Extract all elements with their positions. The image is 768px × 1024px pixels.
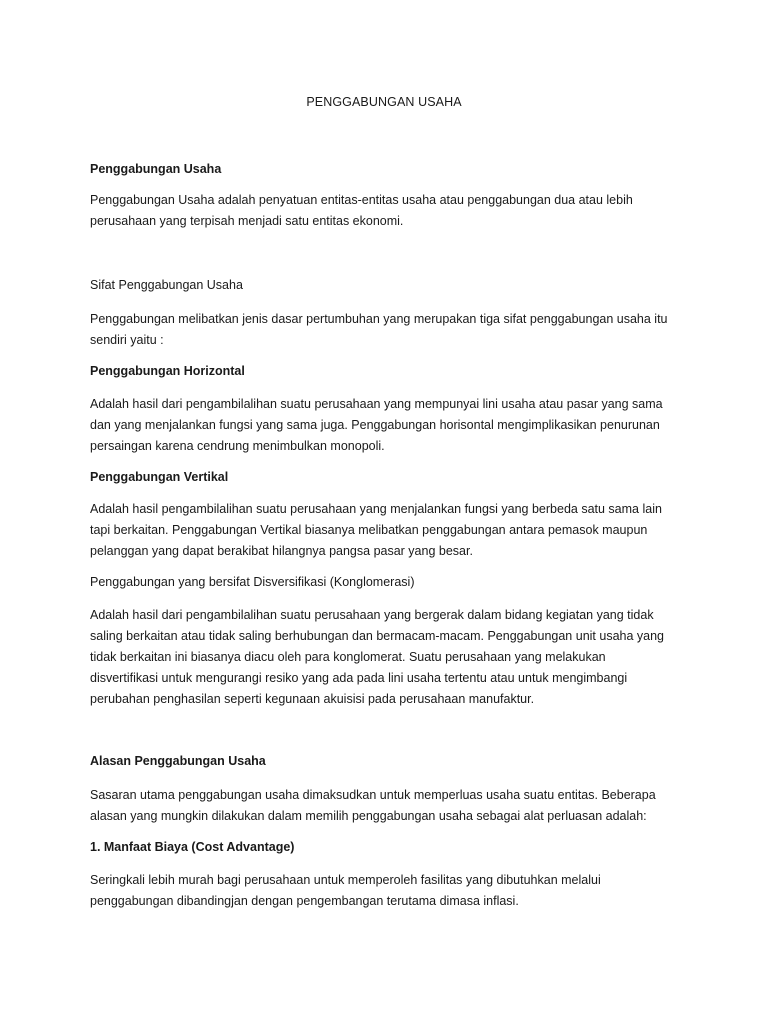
text-line: dan yang menjalankan fungsi yang sama juga. Penggabungan horisontal mengimplikasikan penurunan: [90, 418, 660, 432]
text-line: tidak berkaitan ini biasanya diacu oleh para konglomerat. Suatu perusahaan yang melakukan: [90, 650, 606, 664]
section-heading-vertikal: Penggabungan Vertikal: [90, 470, 229, 484]
section-heading-konglomerasi: Penggabungan yang bersifat Disversifikasi (Konglomerasi): [90, 575, 415, 589]
section-heading-alasan: Alasan Penggabungan Usaha: [90, 754, 266, 768]
text-line: perusahaan yang terpisah menjadi satu entitas ekonomi.: [90, 214, 404, 228]
section-heading-manfaat-biaya: 1. Manfaat Biaya (Cost Advantage): [90, 840, 295, 854]
text-line: Seringkali lebih murah bagi perusahaan untuk memperoleh fasilitas yang dibutuhkan melalui: [90, 873, 601, 887]
text-line: perubahan penghasilan seperti kegunaan akuisisi pada perusahaan manufaktur.: [90, 692, 535, 706]
paragraph-vertikal: [90, 499, 690, 562]
text-line: Penggabungan melibatkan jenis dasar pertumbuhan yang merupakan tiga sifat penggabungan usaha itu: [90, 312, 668, 326]
document-title: PENGGABUNGAN USAHA: [306, 95, 462, 109]
section-heading-horizontal: Penggabungan Horizontal: [90, 364, 245, 378]
text-line: pelanggan yang dapat berakibat hilangnya pangsa pasar yang besar.: [90, 544, 473, 558]
text-line: saling berkaitan atau tidak saling berhubungan dan bermacam-macam. Penggabungan unit usaha yang: [90, 629, 664, 643]
text-line: Adalah hasil dari pengambilalihan suatu perusahaan yang mempunyai lini usaha atau pasar yang sama: [90, 397, 663, 411]
text-line: tapi berkaitan. Penggabungan Vertikal biasanya melibatkan penggabungan antara pemasok maupun: [90, 523, 648, 537]
text-line: Adalah hasil pengambilalihan suatu perusahaan yang menjalankan fungsi yang berbeda satu sama lain: [90, 502, 662, 516]
text-line: persaingan karena cendrung menimbulkan monopoli.: [90, 439, 385, 453]
text-line: penggabungan dibandingjan dengan pengembangan terutama dimasa inflasi.: [90, 894, 519, 908]
text-line: Penggabungan Usaha adalah penyatuan entitas-entitas usaha atau penggabungan dua atau lebih: [90, 193, 633, 207]
section-heading-sifat: Sifat Penggabungan Usaha: [90, 278, 243, 292]
paragraph-definition: [90, 190, 690, 232]
paragraph-alasan: [90, 785, 690, 827]
paragraph-konglomerasi: [90, 605, 690, 710]
section-heading-penggabungan-usaha: Penggabungan Usaha: [90, 162, 222, 176]
text-line: Sasaran utama penggabungan usaha dimaksudkan untuk memperluas usaha suatu entitas. Beberapa: [90, 788, 656, 802]
text-line: sendiri yaitu :: [90, 333, 164, 347]
text-line: alasan yang mungkin dilakukan dalam memilih penggabungan usaha sebagai alat perluasan adalah:: [90, 809, 647, 823]
text-line: Adalah hasil dari pengambilalihan suatu perusahaan yang bergerak dalam bidang kegiatan yang tidak: [90, 608, 654, 622]
text-line: disvertifikasi untuk mengurangi resiko yang ada pada lini usaha tertentu atau untuk mengimbangi: [90, 671, 628, 685]
paragraph-horizontal: [90, 394, 690, 457]
paragraph-sifat: [90, 309, 690, 351]
paragraph-manfaat-biaya: [90, 870, 690, 912]
